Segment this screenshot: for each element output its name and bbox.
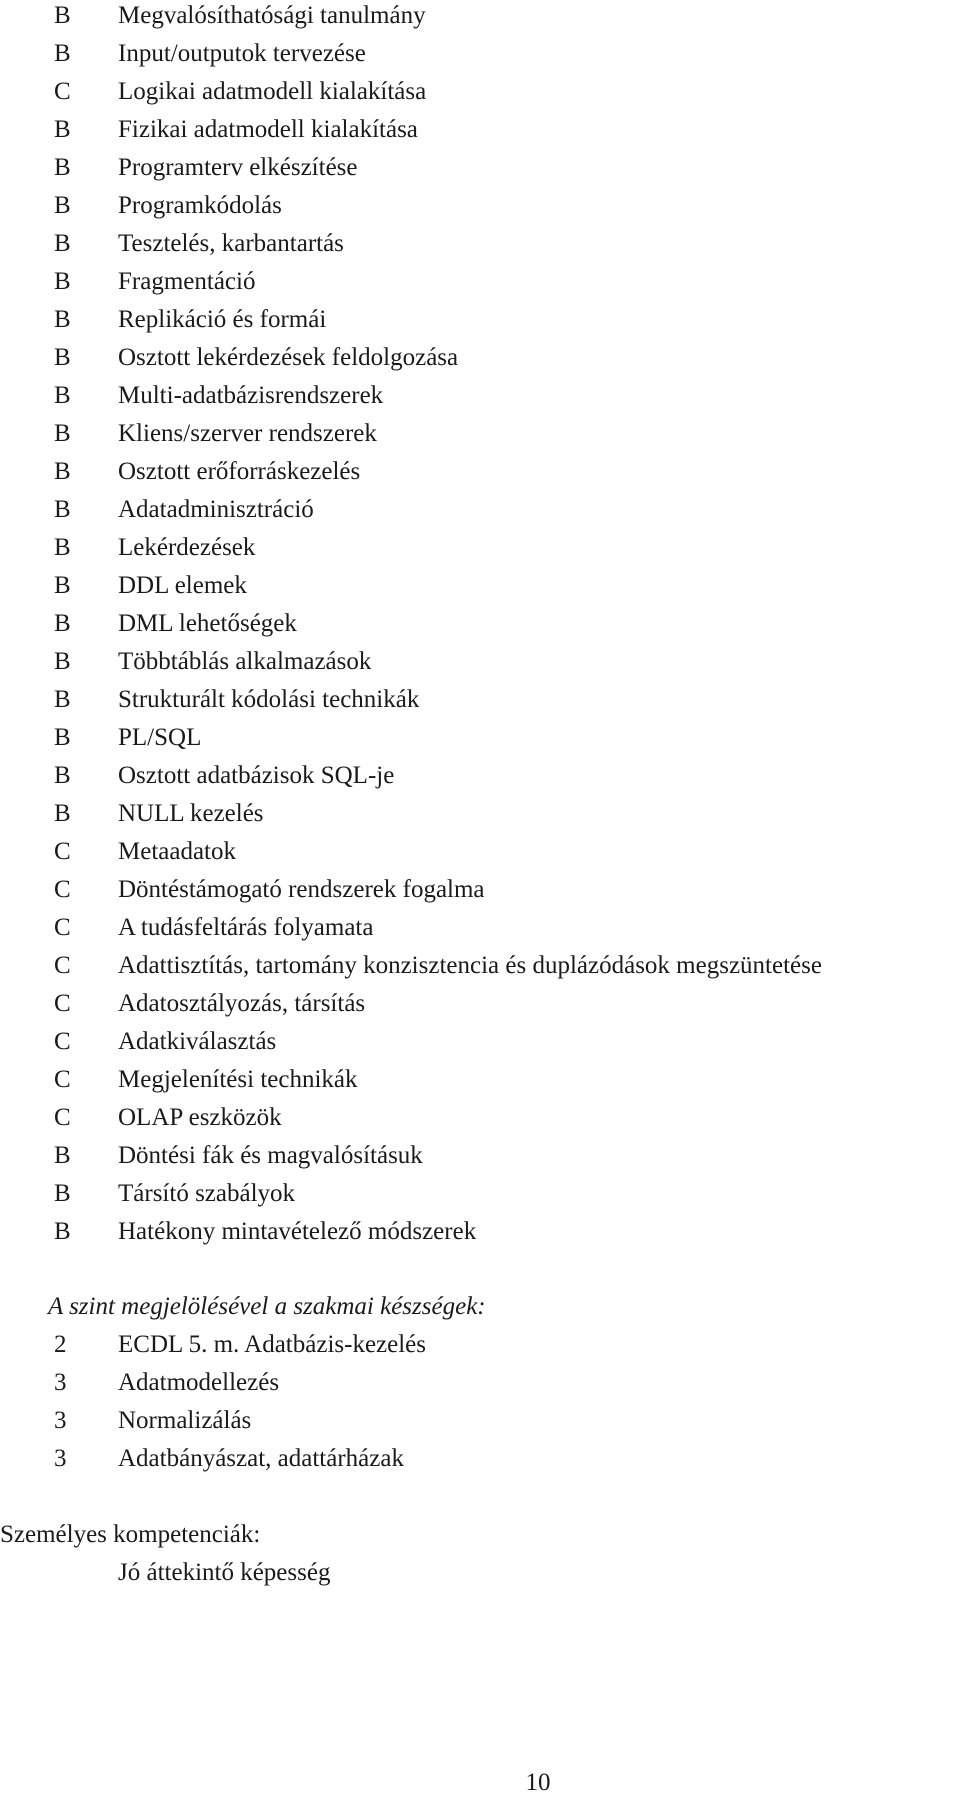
topic-row (0, 643, 960, 681)
item-label: Adattisztítás, tartomány konzisztencia és duplázódások megszüntetése (118, 952, 822, 979)
item-label: Fragmentáció (118, 268, 256, 295)
item-label: Társító szabályok (118, 1180, 296, 1207)
level-code: B (54, 40, 71, 67)
page-number: 10 (525, 1769, 551, 1796)
item-label: Adatadminisztráció (118, 496, 314, 523)
topic-row (0, 529, 960, 567)
level-code: 2 (54, 1331, 67, 1358)
level-code: 3 (54, 1369, 67, 1396)
item-label: Döntéstámogató rendszerek fogalma (118, 876, 485, 903)
topic-row (0, 1023, 960, 1061)
topic-row (0, 1213, 960, 1251)
item-label: Adatmodellezés (118, 1369, 280, 1396)
level-code: B (54, 1180, 71, 1207)
item-label: Replikáció és formái (118, 306, 327, 333)
skills-heading: A szint megjelölésével a szakmai készségek: (48, 1293, 486, 1320)
level-code: C (54, 876, 71, 903)
level-code: B (54, 724, 71, 751)
skill-row (0, 1364, 960, 1402)
topic-row (0, 491, 960, 529)
topic-row (0, 0, 960, 35)
topic-row (0, 795, 960, 833)
topic-row (0, 149, 960, 187)
item-label: Osztott erőforráskezelés (118, 458, 361, 485)
item-label: Input/outputok tervezése (118, 40, 366, 67)
level-code: B (54, 230, 71, 257)
level-code: 3 (54, 1407, 67, 1434)
topic-row (0, 263, 960, 301)
topic-row (0, 567, 960, 605)
item-label: OLAP eszközök (118, 1104, 282, 1131)
level-code: C (54, 1066, 71, 1093)
item-label: Osztott adatbázisok SQL-je (118, 762, 395, 789)
item-label: Megvalósíthatósági tanulmány (118, 2, 426, 29)
item-label: Logikai adatmodell kialakítása (118, 78, 427, 105)
item-label: A tudásfeltárás folyamata (118, 914, 374, 941)
item-label: DDL elemek (118, 572, 247, 599)
level-code: B (54, 2, 71, 29)
topic-row (0, 719, 960, 757)
level-code: B (54, 116, 71, 143)
level-code: B (54, 268, 71, 295)
item-label: Döntési fák és magvalósításuk (118, 1142, 423, 1169)
item-label: ECDL 5. m. Adatbázis-kezelés (118, 1331, 427, 1358)
topic-row (0, 757, 960, 795)
topic-row (0, 909, 960, 947)
item-label: Adatkiválasztás (118, 1028, 277, 1055)
item-label: NULL kezelés (118, 800, 264, 827)
level-code: B (54, 496, 71, 523)
topic-row (0, 453, 960, 491)
topic-row (0, 947, 960, 985)
level-code: C (54, 1028, 71, 1055)
item-label: DML lehetőségek (118, 610, 297, 637)
item-label: Többtáblás alkalmazások (118, 648, 372, 675)
item-label: Lekérdezések (118, 534, 256, 561)
level-code: B (54, 154, 71, 181)
item-label: Adatbányászat, adattárházak (118, 1445, 404, 1472)
level-code: B (54, 762, 71, 789)
item-label: Megjelenítési technikák (118, 1066, 358, 1093)
level-code: B (54, 306, 71, 333)
item-label: Multi-adatbázisrendszerek (118, 382, 384, 409)
level-code: C (54, 838, 71, 865)
level-code: 3 (54, 1445, 67, 1472)
level-code: B (54, 534, 71, 561)
topic-row (0, 377, 960, 415)
item-label: Programterv elkészítése (118, 154, 358, 181)
item-label: Strukturált kódolási technikák (118, 686, 420, 713)
level-code: B (54, 192, 71, 219)
item-label: Fizikai adatmodell kialakítása (118, 116, 418, 143)
level-code: B (54, 458, 71, 485)
level-code: B (54, 1142, 71, 1169)
level-code: C (54, 78, 71, 105)
item-label: Tesztelés, karbantartás (118, 230, 344, 257)
topic-row (0, 225, 960, 263)
personal-competencies-heading: Személyes kompetenciák: (0, 1521, 261, 1548)
topic-row (0, 871, 960, 909)
level-code: B (54, 800, 71, 827)
level-code: C (54, 1104, 71, 1131)
item-label: Kliens/szerver rendszerek (118, 420, 377, 447)
topic-row (0, 73, 960, 111)
topic-row (0, 985, 960, 1023)
topic-row (0, 111, 960, 149)
level-code: B (54, 648, 71, 675)
level-code: C (54, 990, 71, 1017)
item-label: PL/SQL (118, 724, 202, 751)
topic-row (0, 1137, 960, 1175)
level-code: B (54, 382, 71, 409)
skill-row (0, 1440, 960, 1478)
level-code: B (54, 1218, 71, 1245)
topic-row (0, 415, 960, 453)
skill-row (0, 1402, 960, 1440)
topic-row (0, 339, 960, 377)
level-code: C (54, 914, 71, 941)
skill-row (0, 1326, 960, 1364)
item-label: Osztott lekérdezések feldolgozása (118, 344, 459, 371)
level-code: B (54, 344, 71, 371)
topic-row (0, 1061, 960, 1099)
level-code: C (54, 952, 71, 979)
topic-row (0, 35, 960, 73)
topic-row (0, 301, 960, 339)
item-label: Metaadatok (118, 838, 237, 865)
topic-row (0, 1099, 960, 1137)
topic-row (0, 187, 960, 225)
topic-row (0, 681, 960, 719)
level-code: B (54, 610, 71, 637)
topic-row (0, 605, 960, 643)
item-label: Normalizálás (118, 1407, 252, 1434)
item-label: Adatosztályozás, társítás (118, 990, 366, 1017)
item-label: Hatékony mintavételező módszerek (118, 1218, 477, 1245)
personal-competency-item: Jó áttekintő képesség (118, 1559, 331, 1586)
level-code: B (54, 686, 71, 713)
level-code: B (54, 572, 71, 599)
topic-row (0, 833, 960, 871)
topic-row (0, 1175, 960, 1213)
level-code: B (54, 420, 71, 447)
item-label: Programkódolás (118, 192, 282, 219)
